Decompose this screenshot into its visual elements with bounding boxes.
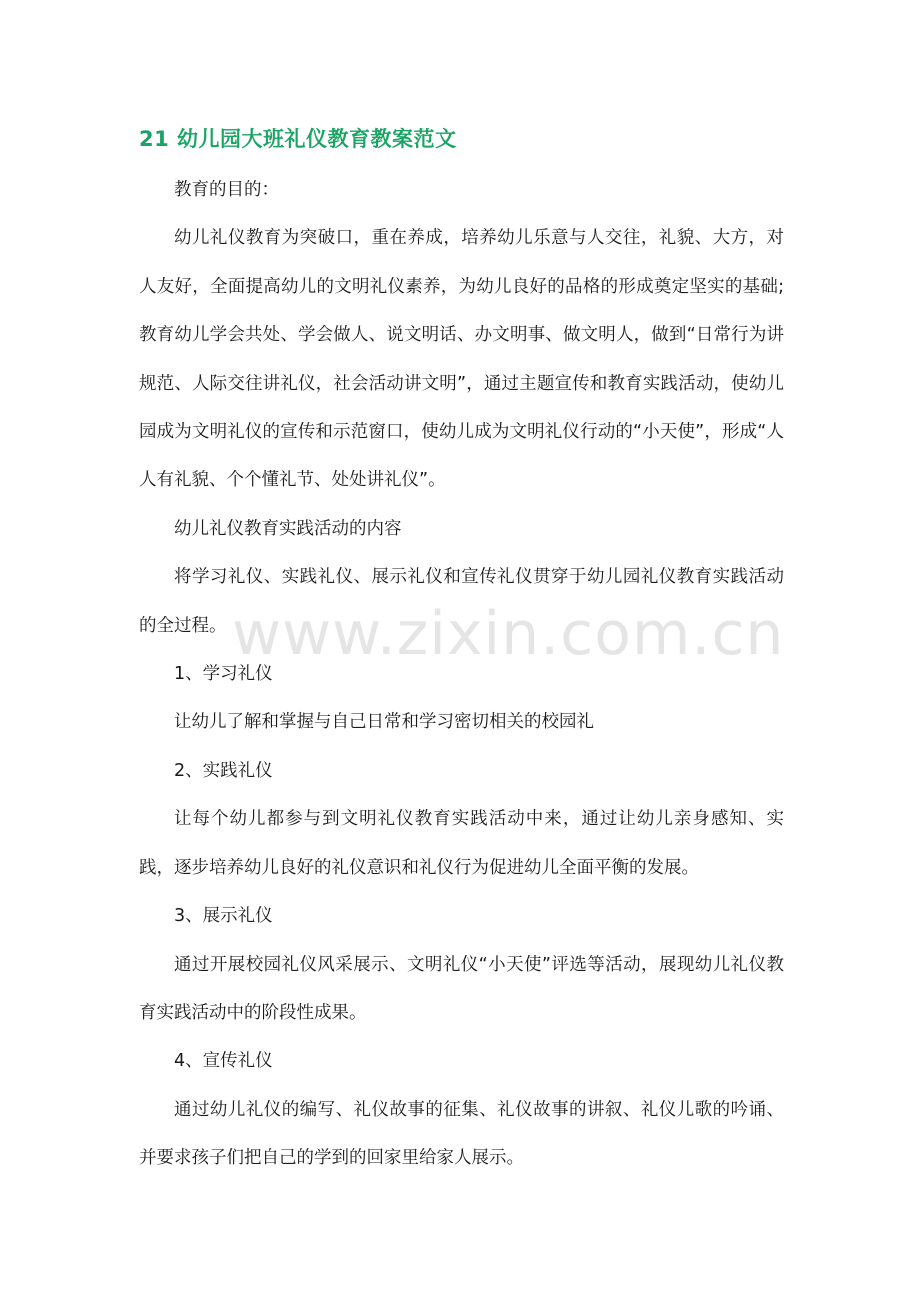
paragraph-section-3-heading: 3、展示礼仪 (174, 906, 273, 927)
paragraph-section-1: 让幼儿了解和掌握与自己日常和学习密切相关的校园礼 (174, 712, 594, 733)
paragraph-section-2: 让每个幼儿都参与到文明礼仪教育实践活动中来，通过让幼儿亲身感知、实践，逐步培养幼儿良好的礼仪意识和礼仪行为促进幼儿全面平衡的发展。 (139, 809, 784, 878)
paragraph-section-1-heading: 1、学习礼仪 (174, 664, 273, 685)
paragraph-section-4-heading: 4、宣传礼仪 (174, 1051, 273, 1072)
paragraph-education-goal: 幼儿礼仪教育为突破口，重在养成，培养幼儿乐意与人交往，礼貌、大方，对人友好，全面提高幼儿的文明礼仪素养，为幼儿良好的品格的形成奠定坚实的基础;教育幼儿学会共处、学会做人、说文明话、办文明事、做文明人，做到“日常行为讲规范、人际交往讲礼仪，社会活动讲文明”，通过主题宣传和教育实践活动，使幼儿园成为文明礼仪的宣传和示范窗口，使幼儿成为文明礼仪行动的“小天使”，形成“人人有礼貌、个个懂礼节、处处讲礼仪”。 (139, 228, 784, 491)
paragraph-activity-content-heading: 幼儿礼仪教育实践活动的内容 (174, 518, 402, 539)
paragraph-section-3: 通过开展校园礼仪风采展示、文明礼仪“小天使”评选等活动，展现幼儿礼仪教育实践活动中的阶段性成果。 (139, 954, 784, 1023)
paragraph-section-2-heading: 2、实践礼仪 (174, 760, 273, 781)
paragraph-education-goal-heading: 教育的目的： (174, 180, 279, 200)
paragraph-section-4: 通过幼儿礼仪的编写、礼仪故事的征集、礼仪故事的讲叙、礼仪儿歌的吟诵、并要求孩子们把自己的学到的回家里给家人展示。 (139, 1099, 784, 1169)
paragraph-activity-content: 将学习礼仪、实践礼仪、展示礼仪和宣传礼仪贯穿于幼儿园礼仪教育实践活动的全过程。 (139, 567, 784, 636)
watermark: www.zixin.com.cn (232, 599, 785, 669)
document-body (139, 166, 784, 1183)
document-title: 21 幼儿园大班礼仪教育教案范文 (139, 127, 457, 151)
